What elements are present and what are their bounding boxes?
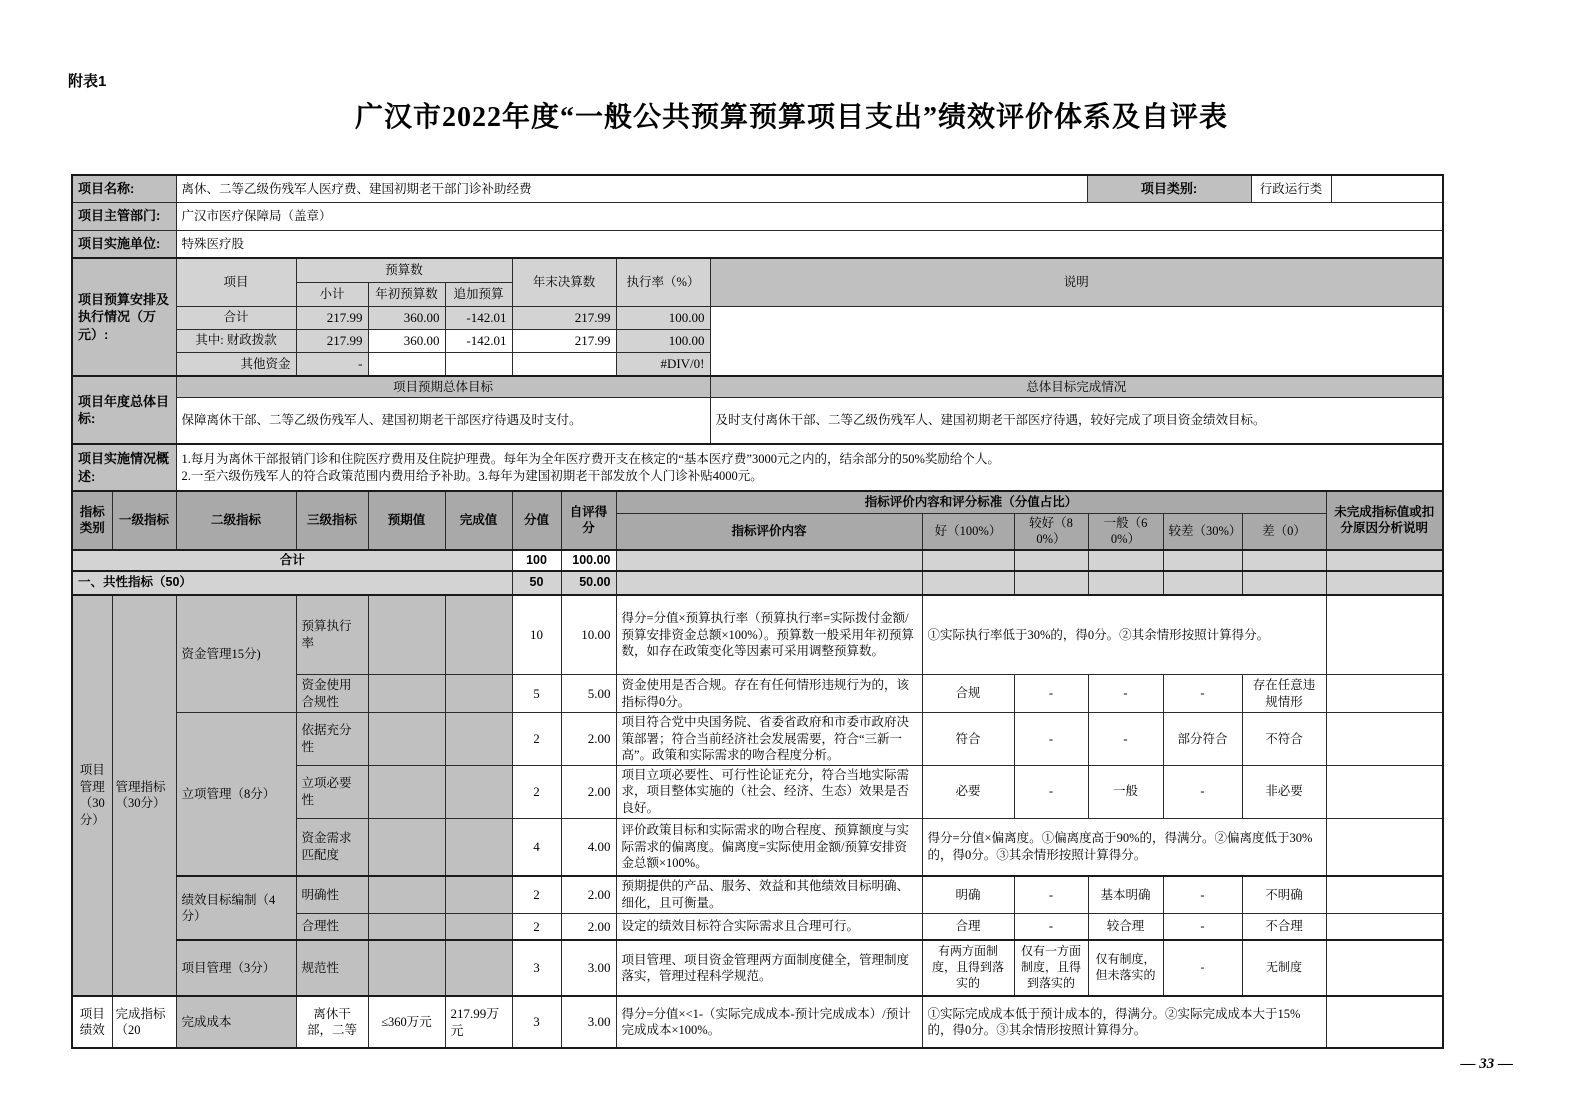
page-title: 广汉市2022年度“一般公共预算预算项目支出”绩效评价体系及自评表 <box>354 102 1228 133</box>
ind-r9-completed: 217.99万元 <box>445 996 512 1048</box>
empty-cell <box>512 352 616 376</box>
ind-r4-score: 2 <box>512 765 561 818</box>
rating-cell: 无制度 <box>1242 940 1326 996</box>
ind-r2-level3: 资金使用合规性 <box>296 675 368 713</box>
ind-r6-level3: 明确性 <box>296 876 368 913</box>
ind-r8-remark <box>1326 940 1443 996</box>
ind-r9-selfscore: 3.00 <box>561 996 616 1048</box>
empty-cell <box>445 818 512 876</box>
empty-cell <box>1088 550 1163 571</box>
ind-r7-content: 设定的绩效目标符合实际需求且合理可行。 <box>616 913 922 940</box>
rating-cell: - <box>1014 913 1088 940</box>
ind-r8-content: 项目管理、项目资金管理两方面制度健全，管理制度落实，管理过程科学规范。 <box>616 940 922 996</box>
rating-cell: 仅有制度，但未落实的 <box>1088 940 1163 996</box>
ind-group-goal-setting: 绩效目标编制（4分） <box>176 876 296 940</box>
ind-r9-level2: 完成成本 <box>176 996 296 1048</box>
empty-cell <box>922 571 1014 595</box>
ind-r5-scoring-note: 得分=分值×偏离度。①偏离度高于90%的，得满分。②偏离度低于30%的，得0分。③其余情形按照计算得分。 <box>922 818 1326 876</box>
budget-section-label: 项目预算安排及执行情况（万元）: <box>72 258 176 376</box>
rating-cell: 部分符合 <box>1163 713 1242 766</box>
budget-total-name: 合计 <box>176 306 296 329</box>
empty-cell <box>1331 175 1443 202</box>
ind-r4-level3: 立项必要性 <box>296 765 368 818</box>
rating-cell: - <box>1163 876 1242 913</box>
empty-cell <box>368 713 445 766</box>
rating-cell: 不明确 <box>1242 876 1326 913</box>
goals-section-label: 项目年度总体目标: <box>72 376 176 444</box>
empty-cell <box>445 352 512 376</box>
ind-col-completed: 完成值 <box>445 491 512 550</box>
rating-cell: - <box>1014 675 1088 713</box>
ind-col-good: 好（100%） <box>922 513 1014 550</box>
ind-col-category: 指标类别 <box>72 491 112 550</box>
ind-r4-remark <box>1326 765 1443 818</box>
rating-cell: 不符合 <box>1242 713 1326 766</box>
ind-r9-expected: ≤360万元 <box>368 996 445 1048</box>
ind-col-selfscore: 自评得分 <box>561 491 616 550</box>
goals-table <box>71 375 1444 445</box>
budget-col-additional: 追加预算 <box>445 282 512 306</box>
budget-fiscal-rate: 100.00 <box>616 329 710 352</box>
budget-total-additional: -142.01 <box>445 306 512 329</box>
indicator-table <box>71 490 1444 1049</box>
ind-r4-content: 项目立项必要性、可行性论证充分，符合当地实际需求，项目整体实施的（社会、经济、生态）效果是否良好。 <box>616 765 922 818</box>
ind-col-bad: 差（0） <box>1242 513 1326 550</box>
budget-other-subtotal: - <box>296 352 368 376</box>
ind-r1-score: 10 <box>512 595 561 675</box>
ind-total-selfscore: 100.00 <box>561 550 616 571</box>
rating-cell: 符合 <box>922 713 1014 766</box>
ind-r2-remark <box>1326 675 1443 713</box>
ind-col-remark: 未完成指标值或扣分原因分析说明 <box>1326 491 1443 550</box>
budget-col-subtotal: 小计 <box>296 282 368 306</box>
ind-r3-selfscore: 2.00 <box>561 713 616 766</box>
rating-cell: 一般 <box>1088 765 1163 818</box>
empty-cell <box>368 675 445 713</box>
empty-cell <box>1242 571 1326 595</box>
ind-r3-remark <box>1326 713 1443 766</box>
budget-fiscal-initial: 360.00 <box>368 329 445 352</box>
budget-fiscal-final: 217.99 <box>512 329 616 352</box>
empty-cell <box>1326 571 1443 595</box>
unit-label: 项目实施单位: <box>72 230 176 258</box>
goals-completion-value: 及时支付离休干部、二等乙级伤残军人、建国初期老干部医疗待遇，较好完成了项目资金绩效目标。 <box>710 397 1443 444</box>
rating-cell: - <box>1163 765 1242 818</box>
ind-r9-content: 得分=分值×<1-（实际完成成本-预计完成成本）/预计完成成本×100%。 <box>616 996 922 1048</box>
rating-cell: 较合理 <box>1088 913 1163 940</box>
empty-cell <box>368 352 445 376</box>
ind-r7-level3: 合理性 <box>296 913 368 940</box>
budget-col-budget: 预算数 <box>296 258 512 282</box>
rating-cell: - <box>1163 913 1242 940</box>
page-number: — 33 — <box>1460 1056 1513 1072</box>
rating-cell: - <box>1163 940 1242 996</box>
ind-total-score: 100 <box>512 550 561 571</box>
ind-r2-content: 资金使用是否合规。存在有任何情形违规行为的，该指标得0分。 <box>616 675 922 713</box>
rating-cell: 必要 <box>922 765 1014 818</box>
empty-cell <box>368 595 445 675</box>
rating-cell: 非必要 <box>1242 765 1326 818</box>
ind-r1-content: 得分=分值×预算执行率（预算执行率=实际拨付金额/预算安排资金总额×100%）。预算数一般采用年初预算数，如存在政策变化等因素可采用调整预算数。 <box>616 595 922 675</box>
empty-cell <box>1242 550 1326 571</box>
ind-col-level3: 三级指标 <box>296 491 368 550</box>
rating-cell: 有两方面制度，且得到落实的 <box>922 940 1014 996</box>
ind-r8-selfscore: 3.00 <box>561 940 616 996</box>
budget-col-rate: 执行率（%） <box>616 258 710 306</box>
rating-cell: 不合理 <box>1242 913 1326 940</box>
ind-r2-score: 5 <box>512 675 561 713</box>
ind-r4-selfscore: 2.00 <box>561 765 616 818</box>
rating-cell: - <box>1088 675 1163 713</box>
goals-col-completion: 总体目标完成情况 <box>710 376 1443 397</box>
rating-cell: 合规 <box>922 675 1014 713</box>
budget-col-final: 年末决算数 <box>512 258 616 306</box>
empty-cell <box>445 913 512 940</box>
rating-cell: 合理 <box>922 913 1014 940</box>
implementation-line-2: 2.一至六级伤残军人的符合政策范围内费用给予补助。3.每年为建国初期老干部发放个人门诊补贴4000元。 <box>181 468 763 483</box>
ind-r5-selfscore: 4.00 <box>561 818 616 876</box>
ind-r1-selfscore: 10.00 <box>561 595 616 675</box>
empty-cell <box>445 876 512 913</box>
ind-total-label: 合计 <box>72 550 512 571</box>
ind-r1-scoring-note: ①实际执行率低于30%的，得0分。②其余情形按照计算得分。 <box>922 595 1326 675</box>
ind-col-level2: 二级指标 <box>176 491 296 550</box>
rating-cell: - <box>1088 713 1163 766</box>
ind-level1-mgmt: 管理指标（30分） <box>112 595 176 997</box>
empty-cell <box>445 765 512 818</box>
ind-category-performance: 项目绩效 <box>72 996 112 1048</box>
empty-cell <box>1014 550 1088 571</box>
ind-group-project-mgmt: 项目管理（3分） <box>176 940 296 996</box>
rating-cell: - <box>1163 675 1242 713</box>
ind-r8-level3: 规范性 <box>296 940 368 996</box>
implementation-value <box>176 444 1443 491</box>
ind-category-project-mgmt: 项目管理（30分） <box>72 595 112 997</box>
ind-r7-remark <box>1326 913 1443 940</box>
project-category-label: 项目类别: <box>1087 175 1251 202</box>
empty-cell <box>1163 550 1242 571</box>
budget-total-final: 217.99 <box>512 306 616 329</box>
ind-col-content: 指标评价内容 <box>616 513 922 550</box>
project-category-value: 行政运行类 <box>1251 175 1331 202</box>
project-name-value: 离休、二等乙级伤残军人医疗费、建国初期老干部门诊补助经费 <box>176 175 1087 202</box>
ind-col-level1: 一级指标 <box>112 491 176 550</box>
budget-fiscal-name: 其中: 财政拨款 <box>176 329 296 352</box>
empty-cell <box>368 940 445 996</box>
empty-cell <box>445 713 512 766</box>
ind-r3-level3: 依据充分性 <box>296 713 368 766</box>
empty-cell <box>368 765 445 818</box>
ind-r9-remark <box>1326 996 1443 1048</box>
implementation-label: 项目实施情况概述: <box>72 444 176 491</box>
document-body <box>71 174 1442 1049</box>
ind-r9-level3: 离休干部，二等 <box>296 996 368 1048</box>
budget-fiscal-additional: -142.01 <box>445 329 512 352</box>
ind-r8-score: 3 <box>512 940 561 996</box>
empty-cell <box>1163 571 1242 595</box>
ind-r3-content: 项目符合党中央国务院、省委省政府和市委市政府决策部署；符合当前经济社会发展需要，符合“三新一高”。政策和实际需求的吻合程度分析。 <box>616 713 922 766</box>
ind-col-score: 分值 <box>512 491 561 550</box>
ind-col-normal: 一般（60%） <box>1088 513 1163 550</box>
empty-cell <box>368 818 445 876</box>
budget-col-initial: 年初预算数 <box>368 282 445 306</box>
empty-cell <box>922 550 1014 571</box>
ind-r6-selfscore: 2.00 <box>561 876 616 913</box>
budget-other-rate: #DIV/0! <box>616 352 710 376</box>
ind-r6-score: 2 <box>512 876 561 913</box>
ind-level1-completion: 完成指标（20 <box>112 996 176 1048</box>
rating-cell: - <box>1014 713 1088 766</box>
rating-cell: 存在任意违规情形 <box>1242 675 1326 713</box>
ind-r1-level3: 预算执行率 <box>296 595 368 675</box>
empty-cell <box>368 913 445 940</box>
project-info-table <box>71 174 1444 259</box>
goals-expected-value: 保障离休干部、二等乙级伤残军人、建国初期老干部医疗待遇及时支付。 <box>176 397 710 444</box>
implementation-table <box>71 443 1444 492</box>
ind-common-score: 50 <box>512 571 561 595</box>
ind-r5-content: 评价政策目标和实际需求的吻合程度、预算额度与实际需求的偏离度。偏离度=实际使用金额/预算安排资金总额×100%。 <box>616 818 922 876</box>
ind-common-selfscore: 50.00 <box>561 571 616 595</box>
rating-cell: 仅有一方面制度，且得到落实的 <box>1014 940 1088 996</box>
ind-group-fund-mgmt: 资金管理15分) <box>176 595 296 713</box>
ind-common-label: 一、共性指标（50） <box>72 571 512 595</box>
budget-col-project: 项目 <box>176 258 296 306</box>
ind-r6-content: 预期提供的产品、服务、效益和其他绩效目标明确、细化，且可衡量。 <box>616 876 922 913</box>
rating-cell: - <box>1014 765 1088 818</box>
empty-cell <box>1014 571 1088 595</box>
ind-col-expected: 预期值 <box>368 491 445 550</box>
budget-total-subtotal: 217.99 <box>296 306 368 329</box>
empty-cell <box>445 675 512 713</box>
ind-r5-score: 4 <box>512 818 561 876</box>
implementation-line-1: 1.每月为离休干部报销门诊和住院医疗费用及住院护理费。每年为全年医疗费开支在核定的“基本医疗费”3000元之内的，结余部分的50%奖励给个人。 <box>181 452 1000 466</box>
attachment-label: 附表1 <box>68 73 107 90</box>
rating-cell: 明确 <box>922 876 1014 913</box>
empty-cell <box>445 595 512 675</box>
ind-r9-score: 3 <box>512 996 561 1048</box>
ind-r7-selfscore: 2.00 <box>561 913 616 940</box>
ind-col-better: 较好（80%） <box>1014 513 1088 550</box>
rating-cell: 基本明确 <box>1088 876 1163 913</box>
unit-value: 特殊医疗股 <box>176 230 1443 258</box>
ind-r6-remark <box>1326 876 1443 913</box>
department-value: 广汉市医疗保障局（盖章） <box>176 202 1443 230</box>
budget-total-rate: 100.00 <box>616 306 710 329</box>
rating-cell: - <box>1014 876 1088 913</box>
budget-total-initial: 360.00 <box>368 306 445 329</box>
ind-col-poor: 较差（30%） <box>1163 513 1242 550</box>
ind-r2-selfscore: 5.00 <box>561 675 616 713</box>
ind-r7-score: 2 <box>512 913 561 940</box>
empty-cell <box>368 876 445 913</box>
ind-r5-level3: 资金需求匹配度 <box>296 818 368 876</box>
ind-group-setup-mgmt: 立项管理（8分） <box>176 713 296 877</box>
empty-cell <box>445 940 512 996</box>
ind-col-standard: 指标评价内容和评分标准（分值占比） <box>616 491 1326 513</box>
ind-r1-remark <box>1326 595 1443 675</box>
budget-col-note: 说明 <box>710 258 1443 306</box>
budget-note-body <box>710 306 1443 376</box>
ind-r3-score: 2 <box>512 713 561 766</box>
empty-cell <box>616 571 922 595</box>
department-label: 项目主管部门: <box>72 202 176 230</box>
budget-fiscal-subtotal: 217.99 <box>296 329 368 352</box>
empty-cell <box>1326 550 1443 571</box>
project-name-label: 项目名称: <box>72 175 176 202</box>
ind-r5-remark <box>1326 818 1443 876</box>
ind-r9-scoring-note: ①实际完成成本低于预计成本的，得满分。②实际完成成本大于15%的，得0分。③其余情形按照计算得分。 <box>922 996 1326 1048</box>
empty-cell <box>616 550 922 571</box>
budget-table <box>71 257 1444 377</box>
empty-cell <box>1088 571 1163 595</box>
budget-other-name: 其他资金 <box>176 352 296 376</box>
goals-col-expected: 项目预期总体目标 <box>176 376 710 397</box>
